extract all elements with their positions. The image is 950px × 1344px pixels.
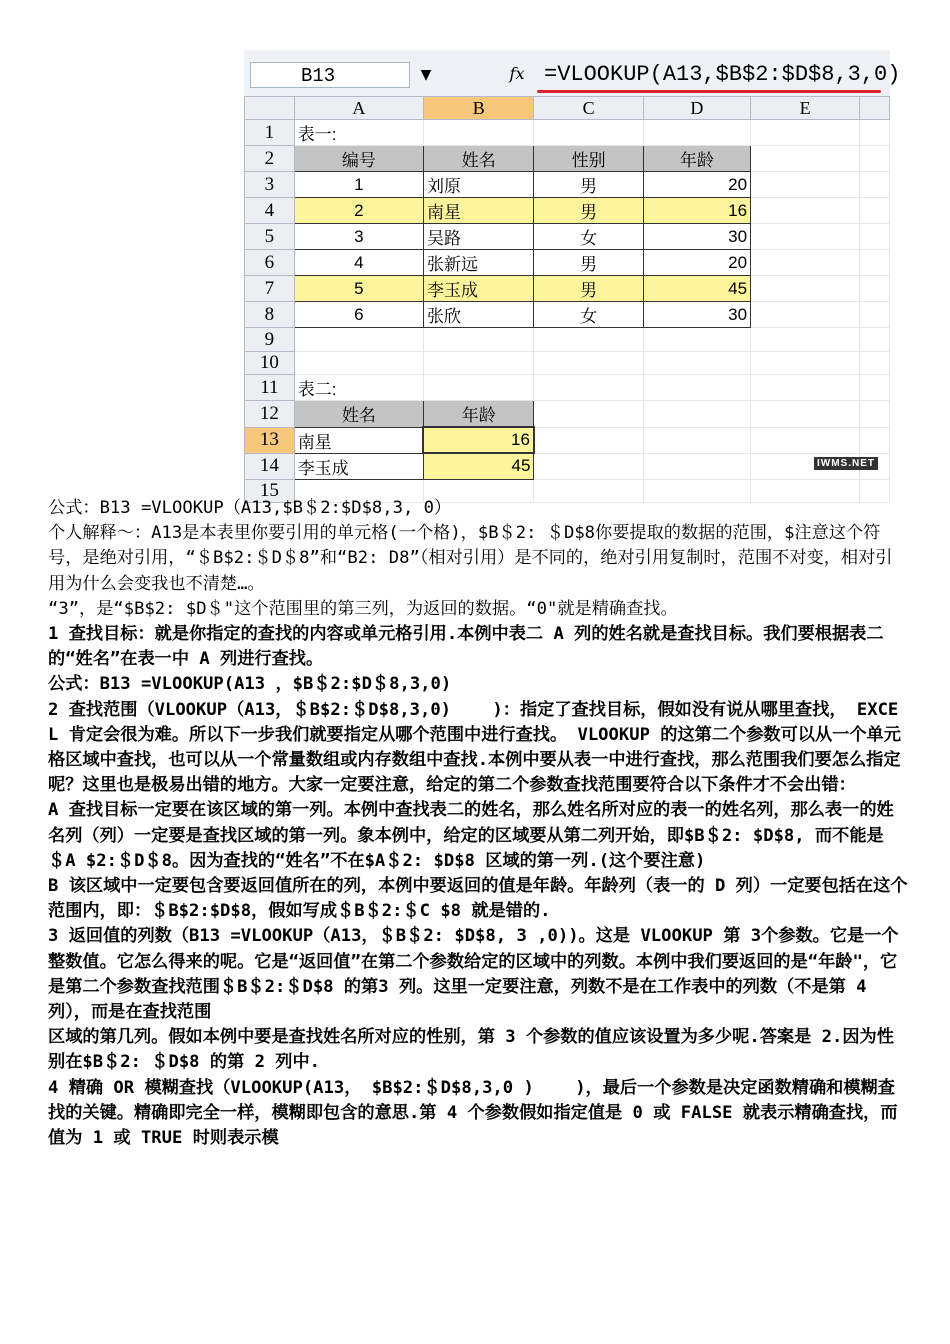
table-row (245, 172, 890, 198)
table-cell[interactable]: 张新远 (423, 250, 533, 276)
column-header[interactable]: B (423, 97, 533, 120)
table-cell[interactable]: 6 (294, 302, 423, 328)
table-header-cell[interactable]: 编号 (294, 146, 423, 172)
selected-cell[interactable]: 16 (423, 427, 533, 453)
row-header[interactable]: 2 (245, 146, 295, 172)
sheet-row (245, 401, 890, 428)
paragraph: 公式：B13 =VLOOKUP（A13,$B＄2:$D$8,3, 0） (48, 498, 452, 518)
chevron-down-icon[interactable]: ▼ (420, 67, 432, 83)
table-row (245, 453, 890, 479)
table-row (245, 427, 890, 453)
document-body (48, 496, 908, 1151)
name-box[interactable]: B13 (250, 62, 410, 88)
table-cell[interactable]: 30 (643, 224, 750, 250)
sheet-row (245, 328, 890, 351)
table-cell[interactable]: 李玉成 (294, 453, 423, 479)
table-cell[interactable]: 4 (294, 250, 423, 276)
row-header[interactable]: 12 (245, 401, 295, 428)
table-header-cell[interactable]: 年龄 (643, 146, 750, 172)
sheet-row (245, 120, 890, 146)
table-row (245, 198, 890, 224)
table-cell[interactable]: 李玉成 (423, 276, 533, 302)
row-header[interactable]: 8 (245, 302, 295, 328)
paragraph: B 该区域中一定要包含要返回值所在的列，本例中要返回的值是年龄。年龄列（表一的 D 列）一定要包括在这个范围内，即：＄B$2:$D$8，假如写成＄B＄2:＄C $8 就是错的. (48, 876, 908, 922)
table-row (245, 302, 890, 328)
column-header-row (245, 97, 890, 120)
table-cell[interactable]: 男 (534, 276, 643, 302)
formula-underline (537, 90, 881, 93)
table-cell[interactable]: 45 (643, 276, 750, 302)
table-cell[interactable]: 女 (534, 302, 643, 328)
table-cell[interactable]: 张欣 (423, 302, 533, 328)
table2-label[interactable]: 表二: (294, 375, 423, 401)
paragraph: 3 返回值的列数（B13 =VLOOKUP（A13，＄B＄2: $D$8, 3 ,0))。这是 VLOOKUP 第 3个参数。它是一个整数值。它怎么得来的呢。它是“返回值”在第二个参数给定的区域中的列数。本例中我们要返回的是“年龄"，它是第二个参数查找范围＄B＄2:＄D$8 的第3 列。这里一定要注意，列数不是在工作表中的列数（不是第 4 列），而是在查找范围 (48, 926, 899, 1023)
table-cell[interactable]: 男 (534, 250, 643, 276)
table-cell[interactable]: 南星 (423, 198, 533, 224)
table-cell[interactable]: 30 (643, 302, 750, 328)
table-cell[interactable]: 3 (294, 224, 423, 250)
table-cell[interactable]: 女 (534, 224, 643, 250)
row-header[interactable]: 11 (245, 375, 295, 401)
table1-label[interactable]: 表一: (294, 120, 423, 146)
paragraph: 1 查找目标：就是你指定的查找的内容或单元格引用.本例中表二 A 列的姓名就是查找目标。我们要根据表二的“姓名”在表一中 A 列进行查找。 (48, 624, 884, 670)
table-cell[interactable]: 5 (294, 276, 423, 302)
column-header[interactable]: C (534, 97, 643, 120)
column-header[interactable]: A (294, 97, 423, 120)
paragraph: A 查找目标一定要在该区域的第一列。本例中查找表二的姓名，那么姓名所对应的表一的姓名列，那么表一的姓名列（列）一定要是查找区域的第一列。象本例中，给定的区域要从第二列开始，即$B＄2: $D$8, 而不能是＄A $2:＄D＄8。因为查找的“姓名”不在$A＄2: $D$8 区域的第一列.(这个要注意) (48, 800, 894, 871)
row-header[interactable]: 7 (245, 276, 295, 302)
column-header[interactable]: D (643, 97, 750, 120)
sheet-row (245, 351, 890, 374)
watermark: IWMS.NET (814, 457, 878, 470)
function-icon[interactable]: fx (509, 64, 525, 83)
row-header[interactable]: 10 (245, 351, 295, 374)
paragraph: 4 精确 OR 模糊查找（VLOOKUP(A13， $B$2:＄D$8,3,0 ) )，最后一个参数是决定函数精确和模糊查找的关键。精确即完全一样，模糊即包含的意思.第 4 个参数假如指定值是 0 或 FALSE 就表示精确查找，而值为 1 或 TRUE 时则表示模 (48, 1077, 898, 1149)
table-row (245, 224, 890, 250)
table-cell[interactable]: 吴路 (423, 224, 533, 250)
table-row (245, 250, 890, 276)
table-cell[interactable]: 45 (423, 453, 533, 479)
paragraph: 区域的第几列。假如本例中要是查找姓名所对应的性别，第 3 个参数的值应该设置为多少呢.答案是 2.因为性别在$B＄2: ＄D$8 的第 2 列中. (48, 1027, 894, 1073)
row-header[interactable]: 6 (245, 250, 295, 276)
row-header[interactable]: 13 (245, 427, 295, 453)
row-header[interactable]: 3 (245, 172, 295, 198)
table-row (245, 276, 890, 302)
table-cell[interactable]: 男 (534, 198, 643, 224)
table-cell[interactable]: 南星 (294, 427, 423, 453)
table-cell[interactable]: 20 (643, 172, 750, 198)
paragraph: 2 查找范围（VLOOKUP（A13，＄B$2:＄D$8,3,0) )：指定了查找目标，假如没有说从哪里查找， EXCEL 肯定会很为难。所以下一步我们就要指定从哪个范围中进行查找。 VLOOKUP 的这第二个参数可以从一个单元格区域中查找，也可以从一个常量数组或内存数组中查找.本例中要从表一中进行查找，那么范围我们要怎么指定呢？这里也是极易出错的地方。大家一定要注意，给定的第二个参数查找范围要符合以下条件才不会出错： (48, 699, 901, 796)
paragraph: 公式：B13 =VLOOKUP(A13 ，$B＄2:$D＄8,3,0) (48, 674, 452, 695)
sheet-row (245, 146, 890, 172)
formula-input[interactable]: =VLOOKUP(A13,$B$2:$D$8,3,0) (544, 62, 901, 87)
table-header-cell[interactable]: 姓名 (423, 146, 533, 172)
column-header[interactable]: E (751, 97, 860, 120)
formula-bar (244, 50, 901, 97)
spreadsheet-screenshot (244, 50, 901, 501)
table-cell[interactable]: 16 (643, 198, 750, 224)
sheet-grid (244, 96, 890, 503)
table-header-cell[interactable]: 姓名 (294, 401, 423, 428)
table-cell[interactable]: 刘原 (423, 172, 533, 198)
table-header-cell[interactable]: 性别 (534, 146, 643, 172)
row-header[interactable]: 15 (245, 479, 295, 502)
paragraph: 个人解释～：A13是本表里你要引用的单元格(一个格)，$B＄2: ＄D$8你要提取的数据的范围，$注意这个符号，是绝对引用，“＄B$2:＄D＄8”和“B2: D8”（相对引用）是不同的，绝对引用复制时，范围不对变，相对引用为什么会变我也不清楚…。 (48, 523, 893, 594)
row-header[interactable]: 4 (245, 198, 295, 224)
table-cell[interactable]: 男 (534, 172, 643, 198)
row-header[interactable]: 5 (245, 224, 295, 250)
row-header[interactable]: 9 (245, 328, 295, 351)
sheet-row (245, 375, 890, 401)
table-cell[interactable]: 1 (294, 172, 423, 198)
paragraph: “3”，是“$B$2: $D＄"这个范围里的第三列，为返回的数据。“0"就是精确查找。 (48, 598, 678, 619)
row-header[interactable]: 14 (245, 453, 295, 479)
table-header-cell[interactable]: 年龄 (423, 401, 533, 428)
table-cell[interactable]: 20 (643, 250, 750, 276)
row-header[interactable]: 1 (245, 120, 295, 146)
select-all-corner[interactable] (245, 97, 295, 120)
table-cell[interactable]: 2 (294, 198, 423, 224)
column-header[interactable] (860, 97, 890, 120)
